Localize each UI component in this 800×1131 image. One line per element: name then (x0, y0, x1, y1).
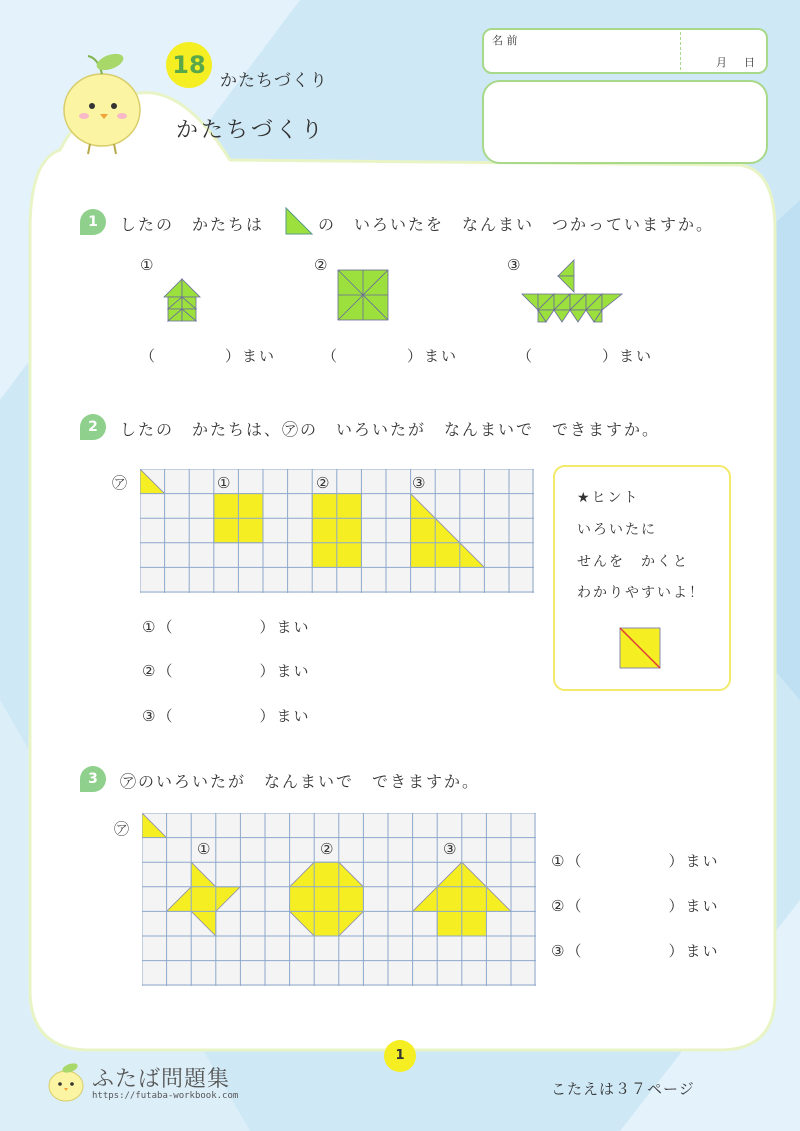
question-3-number: 3 (80, 766, 106, 792)
hint-square-icon (619, 627, 661, 669)
q1-mark-2: ② (314, 256, 328, 274)
name-field[interactable] (482, 28, 768, 74)
lesson-number-badge (166, 42, 212, 88)
lesson-number: 18 (172, 51, 206, 79)
q1-shape-boat (520, 258, 624, 324)
q2-mark-2: ② (316, 474, 330, 492)
q1-mark-1: ① (140, 256, 154, 274)
hint-line-3: わかりやすいよ！ (577, 585, 705, 601)
name-label: 名 前 (492, 34, 518, 47)
q3-answer-1[interactable]: ①（ ）まい (551, 852, 720, 870)
q3-grid (142, 813, 536, 986)
footer-mascot-icon (44, 1060, 88, 1104)
q3-mark-2: ② (320, 840, 334, 858)
q2-answer-3[interactable]: ③（ ）まい (142, 707, 311, 725)
question-2-text: したの かたちは、㋐の いろいたが なんまいで できますか。 (120, 420, 661, 439)
hint-line-2: せんを かくと (577, 554, 689, 570)
page-number: 1 (395, 1048, 405, 1063)
q2-answer-2[interactable]: ②（ ）まい (142, 662, 311, 680)
brand-url[interactable]: https://futaba-workbook.com (92, 1091, 239, 1101)
page-title: かたちづくり (176, 118, 326, 143)
question-1-text-b: の いろいたを なんまい つかっていますか。 (318, 215, 715, 234)
page-number-badge (384, 1040, 416, 1072)
question-1-text-a: したの かたちは (120, 215, 265, 234)
q1-answer-3[interactable]: （ ）まい (517, 347, 654, 365)
q3-answer-2[interactable]: ②（ ）まい (551, 897, 720, 915)
q3-mark-1: ① (197, 840, 211, 858)
answer-page-note: こたえは３７ページ (551, 1080, 695, 1098)
q1-answer-1[interactable]: （ ）まい (140, 347, 277, 365)
mascot-illustration (50, 48, 160, 158)
hint-box (553, 465, 731, 691)
q2-mark-3: ③ (412, 474, 426, 492)
day-label: 日 (744, 56, 755, 69)
brand-name: ふたば問題集 (92, 1067, 231, 1092)
green-triangle-icon (284, 206, 314, 236)
question-1-number: 1 (80, 209, 106, 235)
score-box[interactable] (482, 80, 768, 164)
q3-mark-3: ③ (443, 840, 457, 858)
question-3-text: ㋐のいろいたが なんまいで できますか。 (120, 772, 481, 791)
lesson-label: かたちづくり (220, 71, 328, 91)
q3-answer-3[interactable]: ③（ ）まい (551, 942, 720, 960)
hint-title: ★ヒント (577, 490, 640, 506)
q2-mark-1: ① (217, 474, 231, 492)
q3-key-label: ㋐ (114, 820, 130, 838)
q1-shape-square (336, 268, 390, 322)
month-label: 月 (716, 56, 727, 69)
q1-answer-2[interactable]: （ ）まい (322, 347, 459, 365)
q1-mark-3: ③ (507, 256, 521, 274)
q1-shape-house (162, 275, 202, 323)
date-divider (680, 32, 681, 70)
q2-grid (140, 469, 534, 593)
question-2-number: 2 (80, 414, 106, 440)
q2-answer-1[interactable]: ①（ ）まい (142, 618, 311, 636)
q2-key-label: ㋐ (112, 474, 128, 492)
hint-line-1: いろいたに (577, 522, 657, 538)
